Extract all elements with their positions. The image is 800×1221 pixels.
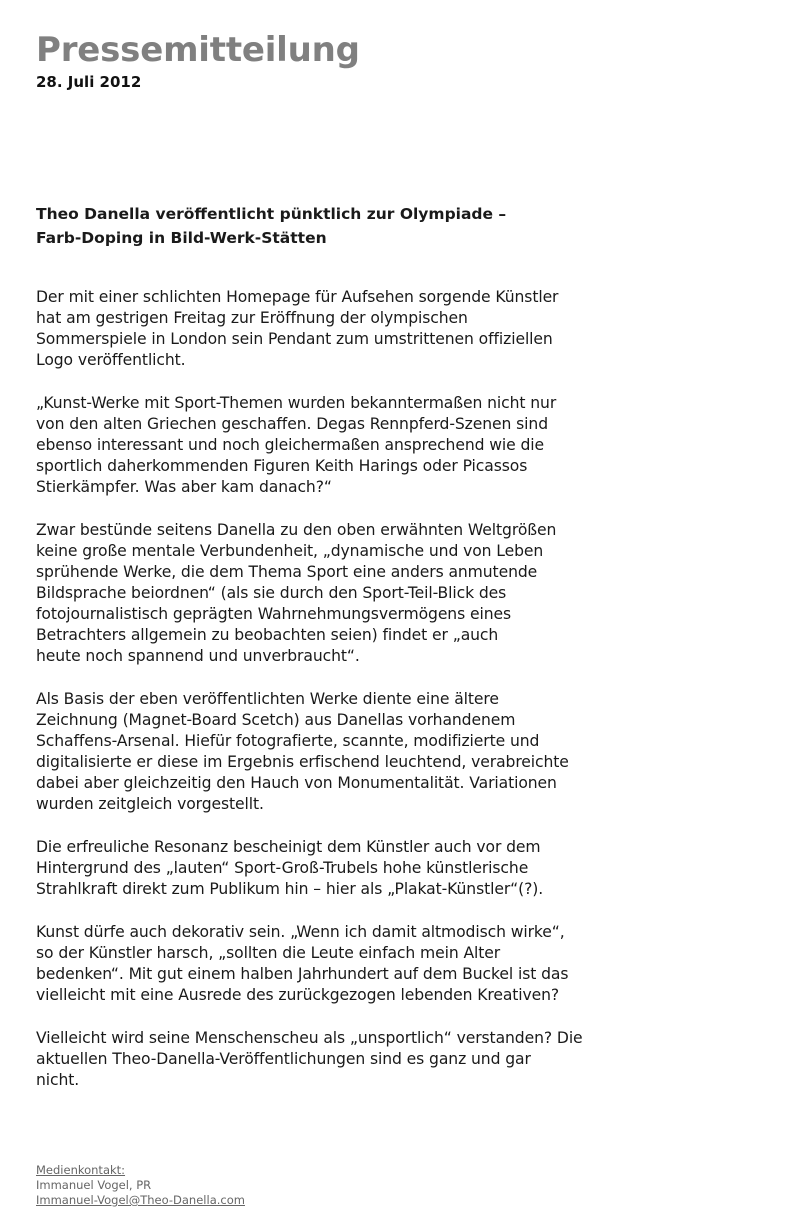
headline: Theo Danella veröffentlicht pünktlich zur Olympiade – Farb-Doping in Bild-Werk-Stätten bbox=[36, 205, 507, 247]
media-contact-label: Medienkontakt: bbox=[36, 1163, 126, 1177]
document-header bbox=[36, 28, 736, 92]
paragraph-3: Zwar bestünde seitens Danella zu den oben erwähnten Weltgrößen keine große mentale Verbundenheit, „dynamische und von Leben sprühende Werke, die dem Thema Sport eine anders anmutende Bildsprache beiordnen“ (als sie durch den Sport-Teil-Blick des fotojournalistisch geprägten Wahrnehmungsvermögens eines Betrachters allgemein zu beobachten seien) findet er „auch heute noch spannend und unverbraucht“. bbox=[36, 521, 557, 665]
paragraph-5: Die erfreuliche Resonanz bescheinigt dem Künstler auch vor dem Hintergrund des „lauten“ Sport-Groß-Trubels hohe künstlerische Strahlkraft direkt zum Publikum hin – hier als „Plakat-Künstler“(?). bbox=[36, 838, 544, 898]
article-body bbox=[36, 287, 676, 1113]
media-contact bbox=[36, 1163, 436, 1208]
paragraph-1: Der mit einer schlichten Homepage für Aufsehen sorgende Künstler hat am gestrigen Freitag zur Eröffnung der olympischen Sommerspiele in London sein Pendant zum umstrittenen offiziellen Logo veröffentlicht. bbox=[36, 288, 559, 369]
contact-email-link[interactable]: Immanuel-Vogel@Theo-Danella.com bbox=[36, 1193, 245, 1207]
paragraph-6: Kunst dürfe auch dekorativ sein. „Wenn ich damit altmodisch wirke“, so der Künstler harsch, „sollten die Leute einfach mein Alter bedenken“. Mit gut einem halben Jahrhundert auf dem Buckel ist das vielleicht mit eine Ausrede des zurückgezogen lebenden Kreativen? bbox=[36, 923, 569, 1004]
contact-name: Immanuel Vogel, PR bbox=[36, 1178, 152, 1192]
paragraph-2: „Kunst-Werke mit Sport-Themen wurden bekanntermaßen nicht nur von den alten Griechen geschaffen. Degas Rennpferd-Szenen sind ebenso interessant und noch gleichermaßen ansprechend wie die sportlich daherkommenden Figuren Keith Harings oder Picassos Stierkämpfer. Was aber kam danach?“ bbox=[36, 394, 557, 496]
page-title: Pressemitteilung bbox=[36, 30, 360, 70]
release-date: 28. Juli 2012 bbox=[36, 73, 142, 91]
paragraph-4: Als Basis der eben veröffentlichten Werke diente eine ältere Zeichnung (Magnet-Board Scetch) aus Danellas vorhandenem Schaffens-Arsenal. Hiefür fotografierte, scannte, modifizierte und digitalisierte er diese im Ergebnis erfischend leuchtend, verabreichte dabei aber gleichzeitig den Hauch von Monumentalität. Variationen wurden zeitgleich vorgestellt. bbox=[36, 690, 569, 813]
paragraph-7: Vielleicht wird seine Menschenscheu als „unsportlich“ verstanden? Die aktuellen Theo-Danella-Veröffentlichungen sind es ganz und gar nicht. bbox=[36, 1029, 583, 1089]
